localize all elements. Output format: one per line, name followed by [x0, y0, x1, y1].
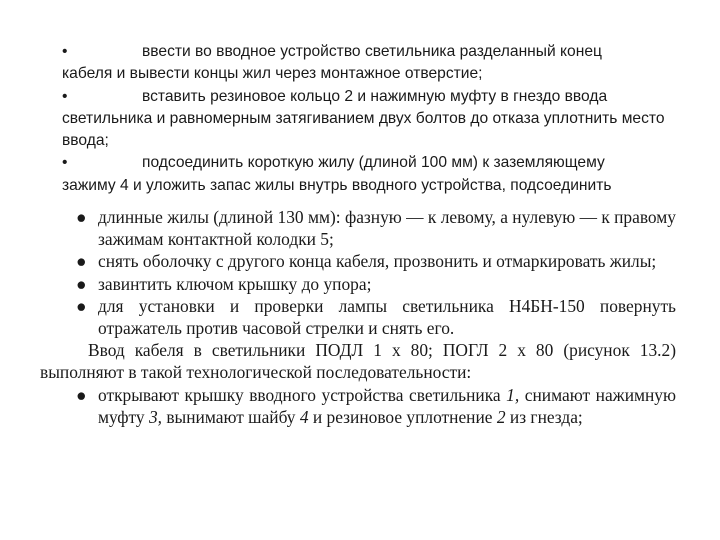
bullet: •	[62, 43, 68, 60]
list-item-text-first-line: вставить резиновое кольцо 2 и нажимную муфту в гнездо ввода	[142, 87, 608, 105]
list-item-text: снять оболочку с другого конца кабеля, прозвонить и отмаркировать жилы;	[98, 251, 657, 272]
text-segment: открывают крышку вводного устройства светильника	[98, 384, 507, 405]
list-item	[40, 273, 676, 295]
list-item-text: кабеля и вывести концы жил через монтажное отверстие;	[62, 65, 483, 83]
text-block-upper	[62, 41, 684, 197]
list-item	[40, 295, 676, 339]
paragraph: Ввод кабеля в светильники ПОДЛ 1 х 80; ПОГЛ 2 х 80 (рисунок 13.2) выполняют в такой технологической последовательности:	[40, 340, 676, 383]
text-block-lower	[40, 206, 676, 428]
bullet: ●	[76, 273, 87, 294]
text-segment: вынимают шайбу	[162, 406, 300, 427]
text-segment: и резиновое уплотнение	[308, 406, 497, 427]
list-item	[62, 152, 684, 197]
bullet: ●	[76, 384, 87, 405]
bullet: ●	[76, 295, 87, 316]
list-item	[40, 250, 676, 272]
bullet: •	[62, 87, 68, 105]
list-item-text-first-line: ввести во вводное устройство светильника разделанный конец	[142, 43, 602, 60]
bullet: ●	[76, 207, 87, 227]
list-item-text: завинтить ключом крышку до упора;	[98, 273, 372, 294]
text-segment: из гнезда;	[505, 406, 583, 427]
list-item-text: для установки и проверки лампы светильника Н4БН-150 повернуть отражатель против часовой стрелки и снять его.	[98, 295, 676, 339]
bullet: ●	[76, 251, 87, 272]
list-item-text	[98, 385, 676, 427]
list-item-text: зажиму 4 и уложить запас жилы внутрь вводного устройства, подсоединить	[62, 176, 612, 194]
reference-number: 1,	[506, 384, 520, 405]
list-item-text: длинные жилы (длиной 130 мм): фазную — к левому, а нулевую — к правому зажимам контактной колодки 5;	[98, 207, 676, 250]
reference-number: 3,	[148, 406, 162, 427]
list-item	[62, 41, 684, 86]
bullet: •	[62, 154, 68, 172]
text-segment: снимают нажимную муфту	[98, 384, 676, 427]
reference-number: 2	[496, 406, 506, 427]
list-item-text: светильника и равномерным затягиванием двух болтов до отказа уплотнить место ввода;	[62, 109, 665, 150]
list-item	[40, 384, 676, 428]
list-item	[62, 86, 684, 153]
list-item-text-first-line: подсоединить короткую жилу (длиной 100 мм) к заземляющему	[142, 154, 605, 172]
reference-number: 4	[299, 406, 309, 427]
list-item	[40, 206, 676, 250]
